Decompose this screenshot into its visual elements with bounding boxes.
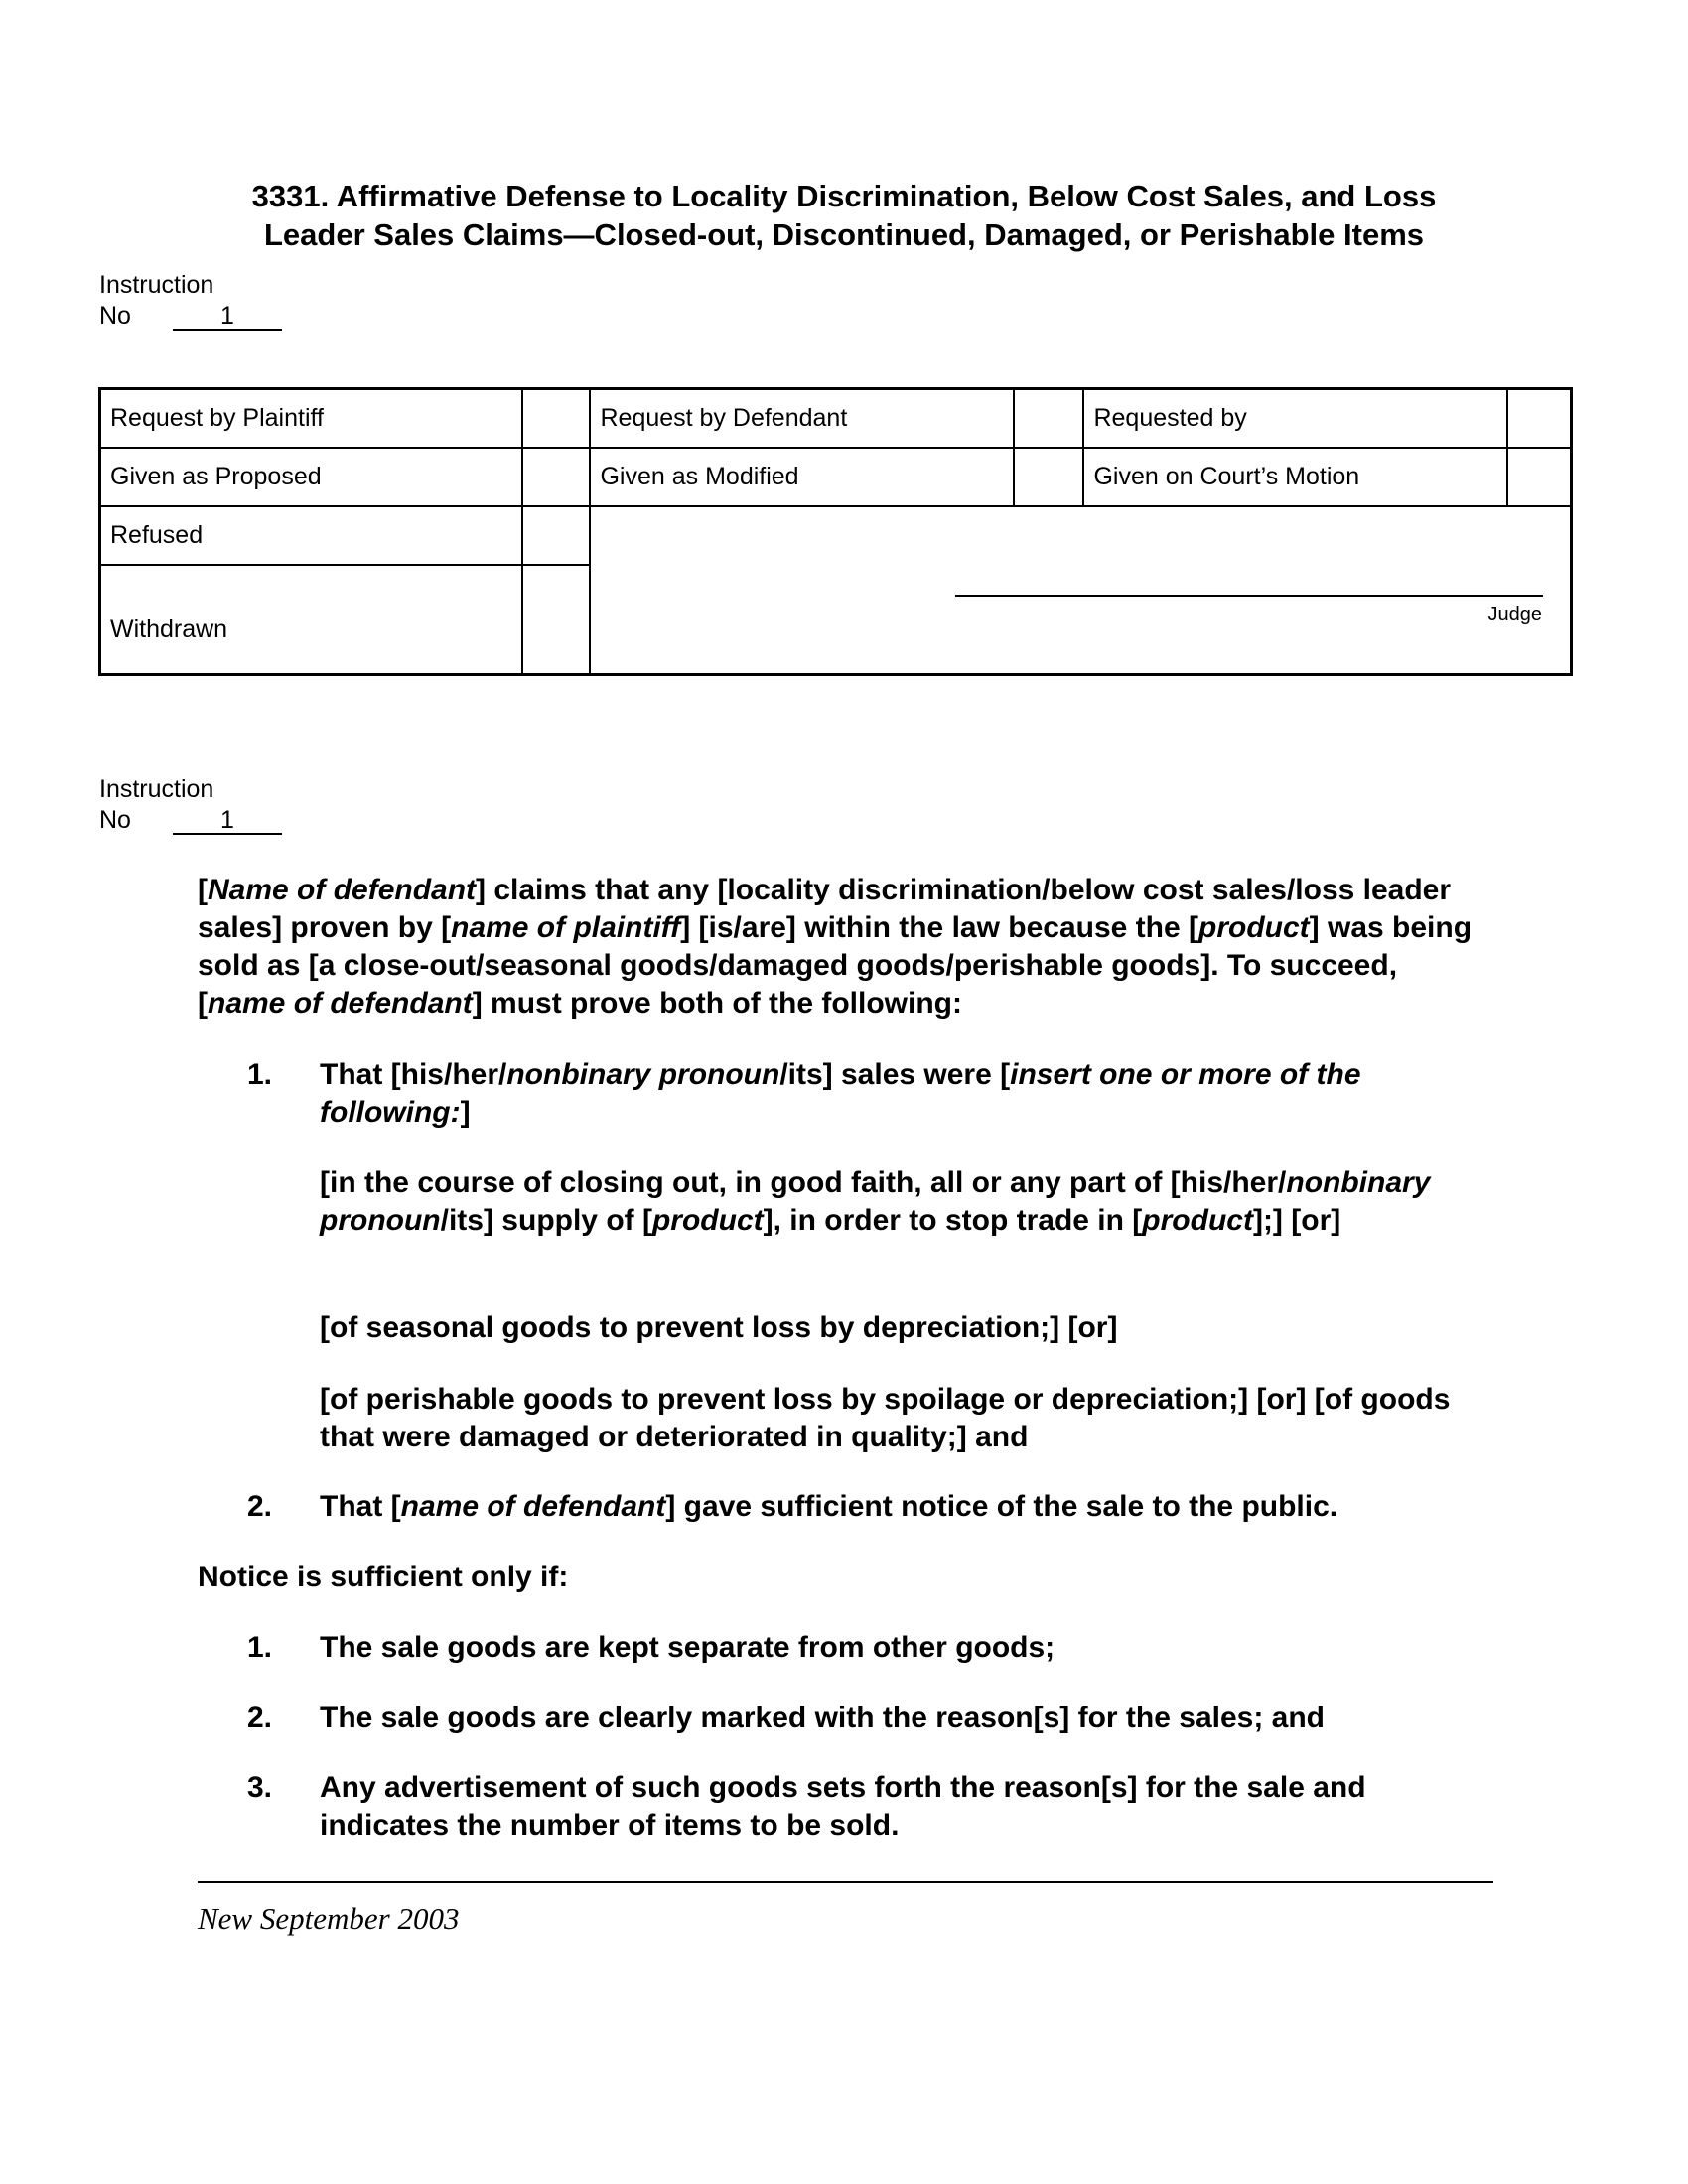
instruction-label: Instruction xyxy=(99,775,214,803)
text-segment: ], in order to stop trade in [ xyxy=(763,1204,1143,1237)
placeholder-text: product xyxy=(651,1204,764,1237)
placeholder-text: product xyxy=(1142,1204,1253,1237)
notice-heading: Notice is sufficient only if: xyxy=(198,1561,569,1593)
text-segment: /its] sales were [ xyxy=(779,1058,1011,1091)
text-segment: ] [is/are] within the law because the [ xyxy=(680,911,1198,944)
request-by-defendant-label[interactable]: Request by Defendant xyxy=(590,389,1013,449)
placeholder-text: product xyxy=(1198,911,1310,944)
instruction-number-top xyxy=(99,270,282,332)
text-segment: [of seasonal goods to prevent loss by depreciation;] [or] xyxy=(320,1311,1118,1344)
list-number: 1. xyxy=(247,1631,273,1664)
instruction-title xyxy=(0,177,1688,254)
no-label: No xyxy=(99,302,131,330)
text-segment: ] xyxy=(460,1096,471,1129)
option-closing-out-text xyxy=(320,1164,1481,1240)
list-number: 3. xyxy=(247,1771,273,1804)
title-line-1: 3331. Affirmative Defense to Locality Discrimination, Below Cost Sales, and Loss xyxy=(251,179,1437,213)
request-by-defendant-checkbox[interactable] xyxy=(1014,389,1084,449)
intro-paragraph xyxy=(198,872,1478,1023)
instruction-label: Instruction xyxy=(99,271,214,299)
text-segment: That [his/her/ xyxy=(320,1058,507,1091)
text-segment: ] claims that any [locality discrimination/below cost sales/loss leader sales] proven by [ xyxy=(198,874,1452,944)
element-2-text xyxy=(320,1488,1481,1526)
notice-item-text: The sale goods are clearly marked with the reason[s] for the sales; and xyxy=(320,1702,1326,1734)
given-as-proposed-label[interactable]: Given as Proposed xyxy=(100,448,522,506)
list-number: 2. xyxy=(247,1490,273,1523)
placeholder-text: name of defendant xyxy=(208,987,473,1020)
given-as-proposed-checkbox[interactable] xyxy=(522,448,591,506)
requested-by-label[interactable]: Requested by xyxy=(1083,389,1506,449)
placeholder-text: name of defendant xyxy=(400,1490,666,1523)
request-by-plaintiff-checkbox[interactable] xyxy=(522,389,591,449)
given-as-modified-label[interactable]: Given as Modified xyxy=(590,448,1013,506)
given-as-modified-checkbox[interactable] xyxy=(1014,448,1084,506)
option-seasonal-text xyxy=(320,1309,1481,1347)
judge-label: Judge xyxy=(1487,604,1542,625)
placeholder-text: nonbinary pronoun xyxy=(506,1058,780,1091)
instruction-no-value: 1 xyxy=(173,303,282,331)
notice-item-text: The sale goods are kept separate from other goods; xyxy=(320,1631,1055,1664)
text-segment: [in the course of closing out, in good faith, all or any part of [his/her/ xyxy=(320,1166,1287,1199)
placeholder-text: name of plaintiff xyxy=(451,911,681,944)
judge-signature-line[interactable] xyxy=(955,595,1543,597)
text-segment: ];] [or] xyxy=(1252,1204,1341,1237)
list-number: 1. xyxy=(247,1058,273,1091)
text-segment: [of perishable goods to prevent loss by spoilage or depreciation;] [or] [of goods that were damaged or deteriorated in quality;] and xyxy=(320,1383,1451,1453)
no-label: No xyxy=(99,806,131,834)
request-status-table xyxy=(98,387,1573,676)
placeholder-text: insert one or more of the following: xyxy=(320,1058,1361,1129)
footer-divider xyxy=(198,1881,1493,1883)
text-segment: ] gave sufficient notice of the sale to the public. xyxy=(665,1490,1338,1523)
list-number: 2. xyxy=(247,1702,273,1734)
option-perishable-text xyxy=(320,1381,1481,1456)
refused-label[interactable]: Refused xyxy=(100,506,522,565)
text-segment: ] must prove both of the following: xyxy=(472,987,962,1020)
given-on-courts-motion-checkbox[interactable] xyxy=(1507,448,1572,506)
placeholder-text: Name of defendant xyxy=(208,874,477,906)
text-segment: /its] supply of [ xyxy=(440,1204,652,1237)
notice-item-text: Any advertisement of such goods sets forth the reason[s] for the sale and indicates the number of items to be sold. xyxy=(320,1771,1366,1842)
text-segment: ] was being sold as [a close-out/seasonal goods/damaged goods/perishable goods]. To succeed, [ xyxy=(198,911,1473,1020)
placeholder-text: nonbinary pronoun xyxy=(320,1166,1431,1237)
instruction-number-bottom xyxy=(99,774,282,836)
withdrawn-label[interactable]: Withdrawn xyxy=(100,565,522,675)
text-segment: [ xyxy=(198,874,208,906)
instruction-no-value: 1 xyxy=(173,807,282,835)
refused-checkbox[interactable] xyxy=(522,506,591,565)
judge-signature-cell xyxy=(590,506,1571,675)
given-on-courts-motion-label[interactable]: Given on Court’s Motion xyxy=(1083,448,1506,506)
element-1-text xyxy=(320,1056,1481,1132)
request-by-plaintiff-label[interactable]: Request by Plaintiff xyxy=(100,389,522,449)
withdrawn-checkbox[interactable] xyxy=(522,565,591,675)
requested-by-checkbox[interactable] xyxy=(1507,389,1572,449)
title-line-2: Leader Sales Claims—Closed-out, Discontinued, Damaged, or Perishable Items xyxy=(264,217,1424,252)
text-segment: That [ xyxy=(320,1490,401,1523)
element-1 xyxy=(198,1056,1478,1136)
revision-date: New September 2003 xyxy=(198,1901,460,1936)
